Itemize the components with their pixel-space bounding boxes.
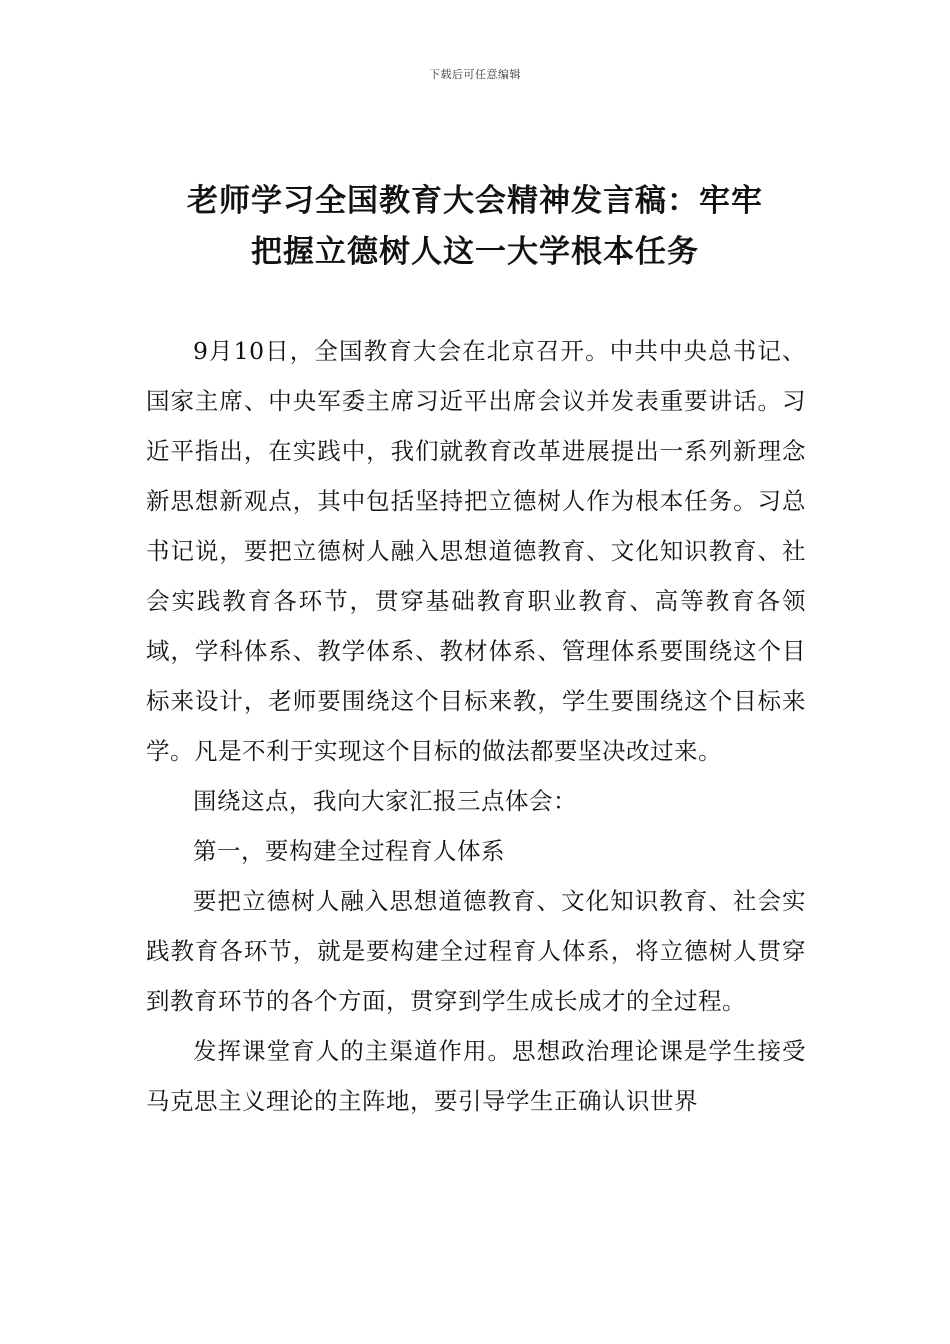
document-title xyxy=(130,176,820,278)
paragraph-1: 9月10日，全国教育大会在北京召开。中共中央总书记、国家主席、中央军委主席习近平出席会议并发表重要讲话。习近平指出，在实践中，我们就教育改革进展提出一系列新理念新思想新观点，其中包括坚持把立德树人作为根本任务。习总书记说，要把立德树人融入思想道德教育、文化知识教育、社会实践教育各环节，贯穿基础教育职业教育、高等教育各领域，学科体系、教学体系、教材体系、管理体系要围绕这个目标来设计，老师要围绕这个目标来教，学生要围绕这个目标来学。凡是不利于实现这个目标的做法都要坚决改过来。 xyxy=(146,337,806,765)
header-note: 下载后可任意编辑 xyxy=(429,68,521,81)
paragraph-3: 要把立德树人融入思想道德教育、文化知识教育、社会实践教育各环节，就是要构建全过程育人体系，将立德树人贯穿到教育环节的各个方面，贯穿到学生成长成才的全过程。 xyxy=(146,887,806,1015)
title-line-1: 老师学习全国教育大会精神发言稿：牢牢 xyxy=(187,183,763,219)
document-body xyxy=(146,326,806,1126)
paragraph-4: 发挥课堂育人的主渠道作用。思想政治理论课是学生接受马克思主义理论的主阵地，要引导学生正确认识世界 xyxy=(146,1037,806,1115)
title-line-2: 把握立德树人这一大学根本任务 xyxy=(251,234,699,270)
paragraph-2: 围绕这点，我向大家汇报三点体会： xyxy=(193,787,577,815)
section-heading-1: 第一，要构建全过程育人体系 xyxy=(193,837,505,865)
